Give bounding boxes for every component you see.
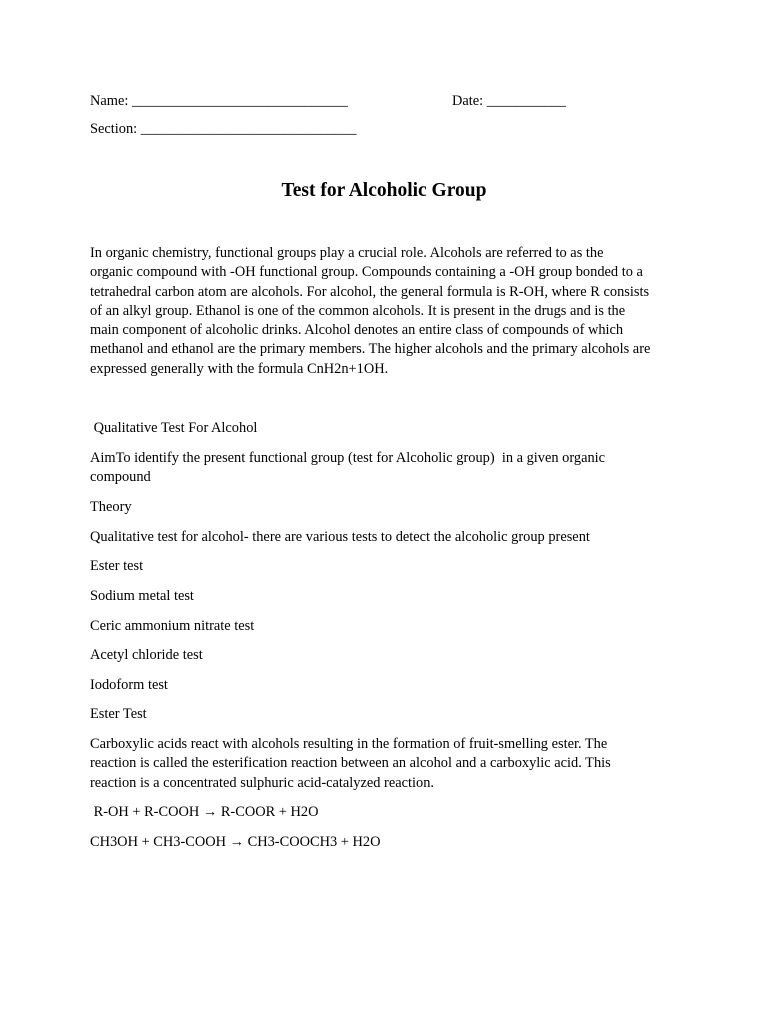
ester-line: Carboxylic acids react with alcohols resulting in the formation of fruit-smelling ester. The <box>90 736 608 752</box>
section-field[interactable]: Section: ______________________________ <box>90 121 357 137</box>
qualitative-line: Qualitative test for alcohol- there are various tests to detect the alcoholic group present <box>90 529 590 545</box>
intro-line: expressed generally with the formula CnH2n+1OH. <box>90 360 389 377</box>
intro-line: organic compound with -OH functional group. Compounds containing a -OH group bonded to a <box>90 264 643 281</box>
theory-heading: Theory <box>90 499 132 515</box>
test-item-ceric: Ceric ammonium nitrate test <box>90 618 255 634</box>
aim-line: compound <box>90 469 151 486</box>
date-field[interactable]: Date: ___________ <box>452 93 566 109</box>
intro-paragraph <box>90 244 685 379</box>
test-item-sodium: Sodium metal test <box>90 588 194 604</box>
equation-specific: CH3OH + CH3-COOH → CH3-COOCH3 + H2O <box>90 834 381 850</box>
name-field[interactable]: Name: ______________________________ <box>90 93 348 109</box>
aim-paragraph <box>90 449 685 488</box>
intro-line: tetrahedral carbon atom are alcohols. For alcohol, the general formula is R-OH, where R consists <box>90 283 650 300</box>
aim-line: AimTo identify the present functional group (test for Alcoholic group) in a given organic <box>90 450 606 466</box>
ester-paragraph <box>90 735 685 793</box>
intro-line: main component of alcoholic drinks. Alcohol denotes an entire class of compounds of which <box>90 322 624 339</box>
test-item-iodoform: Iodoform test <box>90 677 168 693</box>
intro-line: methanol and ethanol are the primary members. The higher alcohols and the primary alcohols are <box>90 341 651 358</box>
test-item-ester: Ester test <box>90 558 144 574</box>
ester-line: reaction is a concentrated sulphuric acid-catalyzed reaction. <box>90 774 434 791</box>
intro-line: In organic chemistry, functional groups play a crucial role. Alcohols are referred to as the <box>90 245 604 261</box>
ester-line: reaction is called the esterification reaction between an alcohol and a carboxylic acid. This <box>90 755 611 772</box>
test-item-acetyl: Acetyl chloride test <box>90 647 203 663</box>
ester-test-heading: Ester Test <box>90 706 147 722</box>
intro-line: of an alkyl group. Ethanol is one of the common alcohols. It is present in the drugs and is the <box>90 302 626 319</box>
section-heading: Qualitative Test For Alcohol <box>90 420 258 436</box>
equation-general: R-OH + R-COOH → R-COOR + H2O <box>90 804 319 820</box>
document-title: Test for Alcoholic Group <box>281 180 487 201</box>
